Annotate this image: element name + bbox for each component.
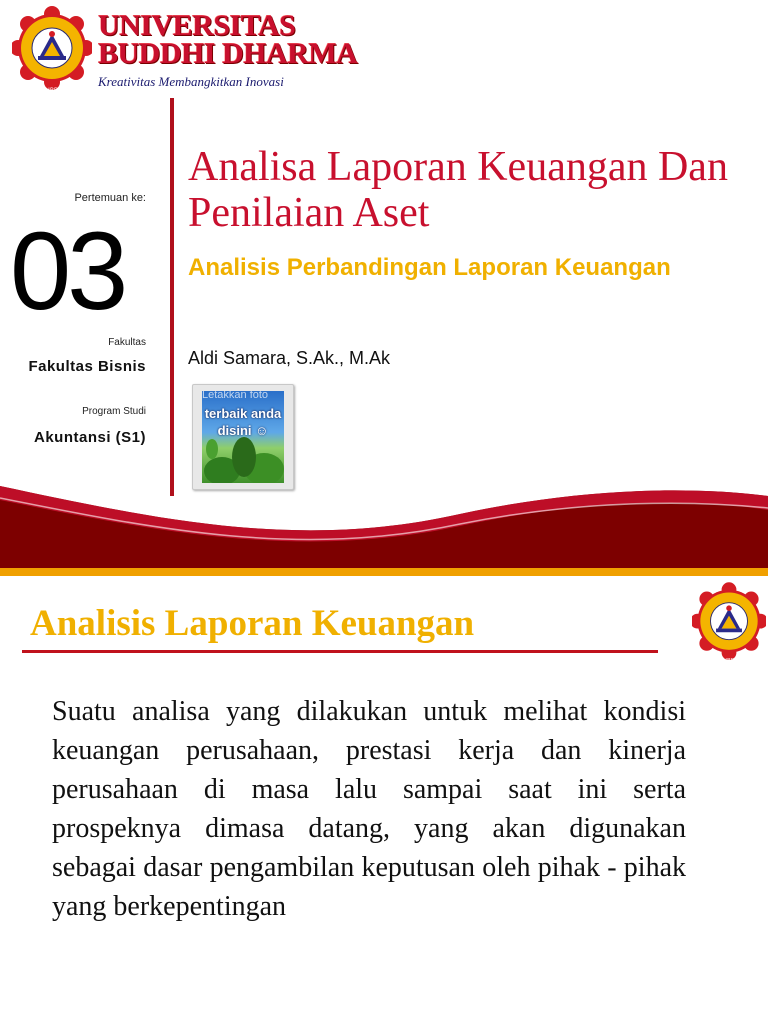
lecturer-name: Aldi Samara, S.Ak., M.Ak: [188, 348, 391, 368]
faculty-value: Fakultas Bisnis: [28, 358, 146, 375]
seal-abbr: UBD: [45, 87, 59, 94]
title-underline: [22, 650, 658, 653]
program-value: Akuntansi (S1): [33, 429, 146, 446]
meeting-number: 03: [10, 210, 125, 333]
course-subtitle: Analisis Perbandingan Laporan Keuangan: [188, 254, 671, 281]
university-seal-logo: [12, 4, 92, 96]
university-tagline: Kreativitas Membangkitkan Inovasi: [98, 74, 284, 89]
course-title: Analisa Laporan Keuangan Dan Penilaian Aset: [188, 144, 728, 236]
university-name: [98, 9, 358, 70]
faculty-label: Fakultas: [108, 337, 146, 348]
content-slide: [0, 576, 768, 1024]
university-name-line2: BUDDHI DHARMA: [98, 37, 358, 70]
vertical-divider: [170, 98, 174, 496]
decorative-wave-banner: [0, 470, 768, 576]
definition-paragraph: Suatu analisa yang dilakukan untuk melihat kondisi keuangan perusahaan, prestasi kerja dan kinerja perusahaan di masa lalu sampai saat ini serta prospeknya dimasa datang, yang akan digunakan sebagai dasar pengambilan keputusan oleh pihak - pihak yang berkepentingan: [52, 696, 686, 922]
meeting-label: Pertemuan ke:: [74, 192, 146, 204]
photo-hint-top: Letakkan foto: [202, 391, 269, 401]
slide-title: Analisis Laporan Keuangan: [30, 603, 475, 644]
seal-abbr-small: UBD: [722, 657, 736, 664]
photo-hint-text: terbaik anda disini ☺: [204, 406, 282, 438]
university-name-line1: UNIVERSITAS: [98, 9, 296, 42]
program-label: Program Studi: [82, 406, 146, 417]
university-seal-logo-small: [692, 580, 766, 666]
